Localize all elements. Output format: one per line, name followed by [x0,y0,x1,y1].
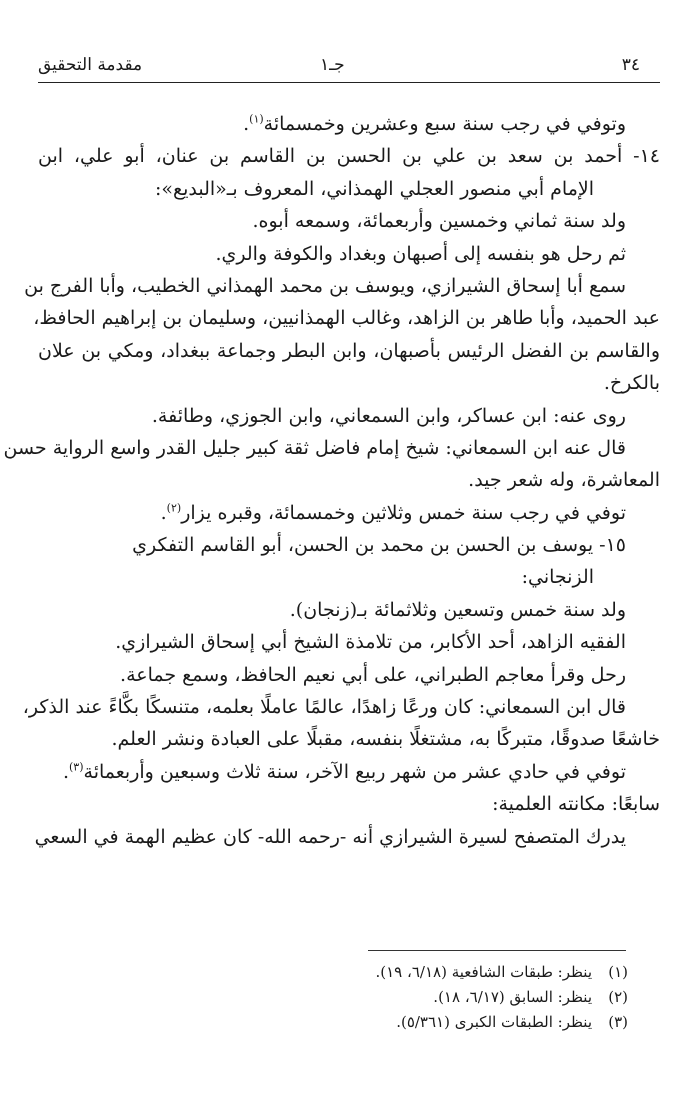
body-line [38,497,660,529]
footnotes [376,960,629,1035]
line-text: يدرك المتصفح لسيرة الشيرازي أنه -رحمه الله- كان عظيم الهمة في السعي [34,825,626,848]
footnote-marker: (٣) [69,760,84,774]
body-line [38,335,660,367]
line-text: سمع أبا إسحاق الشيرازي، ويوسف بن محمد الهمذاني الخطيب، وأبا الفرج بن [24,274,626,297]
header-divider [38,82,660,83]
line-text: سابعًا: مكانته العلمية: [492,793,660,816]
line-text: والقاسم بن الفضل الرئيس بأصبهان، وابن البطر وجماعة ببغداد، ومكي بن علان [38,339,660,362]
body-line [38,723,660,755]
body-line [33,302,660,334]
body-line [38,140,660,172]
footnote-marker: (١) [249,112,264,126]
line-text: بالكرخ. [603,372,660,395]
line-text: المعاشرة، وله شعر جيد. [468,469,660,492]
body-line [38,788,660,820]
footnote-number: (١) [608,963,628,981]
line-end-punct: . [243,113,250,135]
line-text: الزنجاني: [521,566,594,589]
line-text: ولد سنة خمس وتسعين وثلاثمائة بـ(زنجان). [289,598,626,621]
body-line [38,400,660,432]
footnote-text: ينظر: السابق (٦/١٧، ١٨). [433,988,592,1006]
footnote [376,1010,629,1035]
line-text: الفقيه الزاهد، أحد الأكابر، من تلامذة الشيخ أبي إسحاق الشيرازي. [115,631,626,654]
line-text: الإمام أبي منصور العجلي الهمذاني، المعروف بـ«البديع»: [154,177,594,200]
footnote-divider [368,950,626,951]
line-text: توفي في حادي عشر من شهر ربيع الآخر، سنة ثلاث وسبعين وأربعمائة [83,760,626,783]
line-text: قال عنه ابن السمعاني: شيخ إمام فاضل ثقة كبير جليل القدر واسع الرواية حسن [3,436,626,459]
line-end-punct: . [160,501,167,524]
running-title: مقدمة التحقيق [38,55,143,75]
body-line [38,594,660,626]
body-line [38,529,660,561]
line-text: ١٥- يوسف بن الحسن بن محمد بن الحسن، أبو القاسم التفكري [132,534,626,557]
footnote-number: (٢) [608,988,628,1006]
line-text: وتوفي في رجب سنة سبع وعشرين وخمسمائة [263,113,626,135]
body-line [38,108,660,140]
page-number: ٣٤ [621,55,640,75]
body-line [34,821,660,853]
line-text: روى عنه: ابن عساكر، وابن السمعاني، وابن الجوزي، وطائفة. [151,404,626,427]
line-text: ولد سنة ثماني وخمسين وأربعمائة، وسمعه أبوه. [252,210,626,233]
body-line [24,270,660,302]
footnote-marker: (٢) [166,501,182,515]
body-line [38,367,660,399]
line-text: ١٤- أحمد بن سعد بن علي بن الحسن بن القاسم بن عنان، أبو علي، ابن [38,145,660,168]
line-text: ثم رحل هو بنفسه إلى أصبهان وبغداد والكوفة والري. [215,242,626,265]
line-text: توفي في رجب سنة خمس وثلاثين وخمسمائة، وقبره يزار [181,501,626,524]
body-line [38,756,660,788]
footnote-text: ينظر: طبقات الشافعية (٦/١٨، ١٩). [375,963,592,981]
footnote [376,985,629,1010]
body-line [38,626,660,658]
body-line [3,432,660,464]
body-text [3,108,660,853]
body-line [38,659,660,691]
line-text: قال ابن السمعاني: كان ورعًا زاهدًا، عالمًا عاملًا بعلمه، متنسكًا بكَّاءً عند الذكر، [22,696,626,719]
body-line [38,238,660,270]
footnote [376,960,629,985]
line-end-punct: . [62,760,69,783]
body-line [38,561,660,593]
body-line [38,173,660,205]
body-line [38,205,660,237]
body-line [22,691,660,723]
volume-label: جـ١ [320,55,345,75]
line-text: خاشعًا صدوقًا، متبركًا به، مشتغلًا بنفسه، مقبلًا على العبادة ونشر العلم. [111,728,660,751]
line-text: عبد الحميد، وأبا طاهر بن الزاهد، وغالب الهمذانيين، وسليمان بن إبراهيم الحافظ، [33,307,660,330]
body-line [38,464,660,496]
line-text: رحل وقرأ معاجم الطبراني، على أبي نعيم الحافظ، وسمع جماعة. [120,663,626,686]
footnote-text: ينظر: الطبقات الكبرى (٥/٣٦١). [396,1013,592,1031]
footnote-number: (٣) [608,1013,628,1031]
